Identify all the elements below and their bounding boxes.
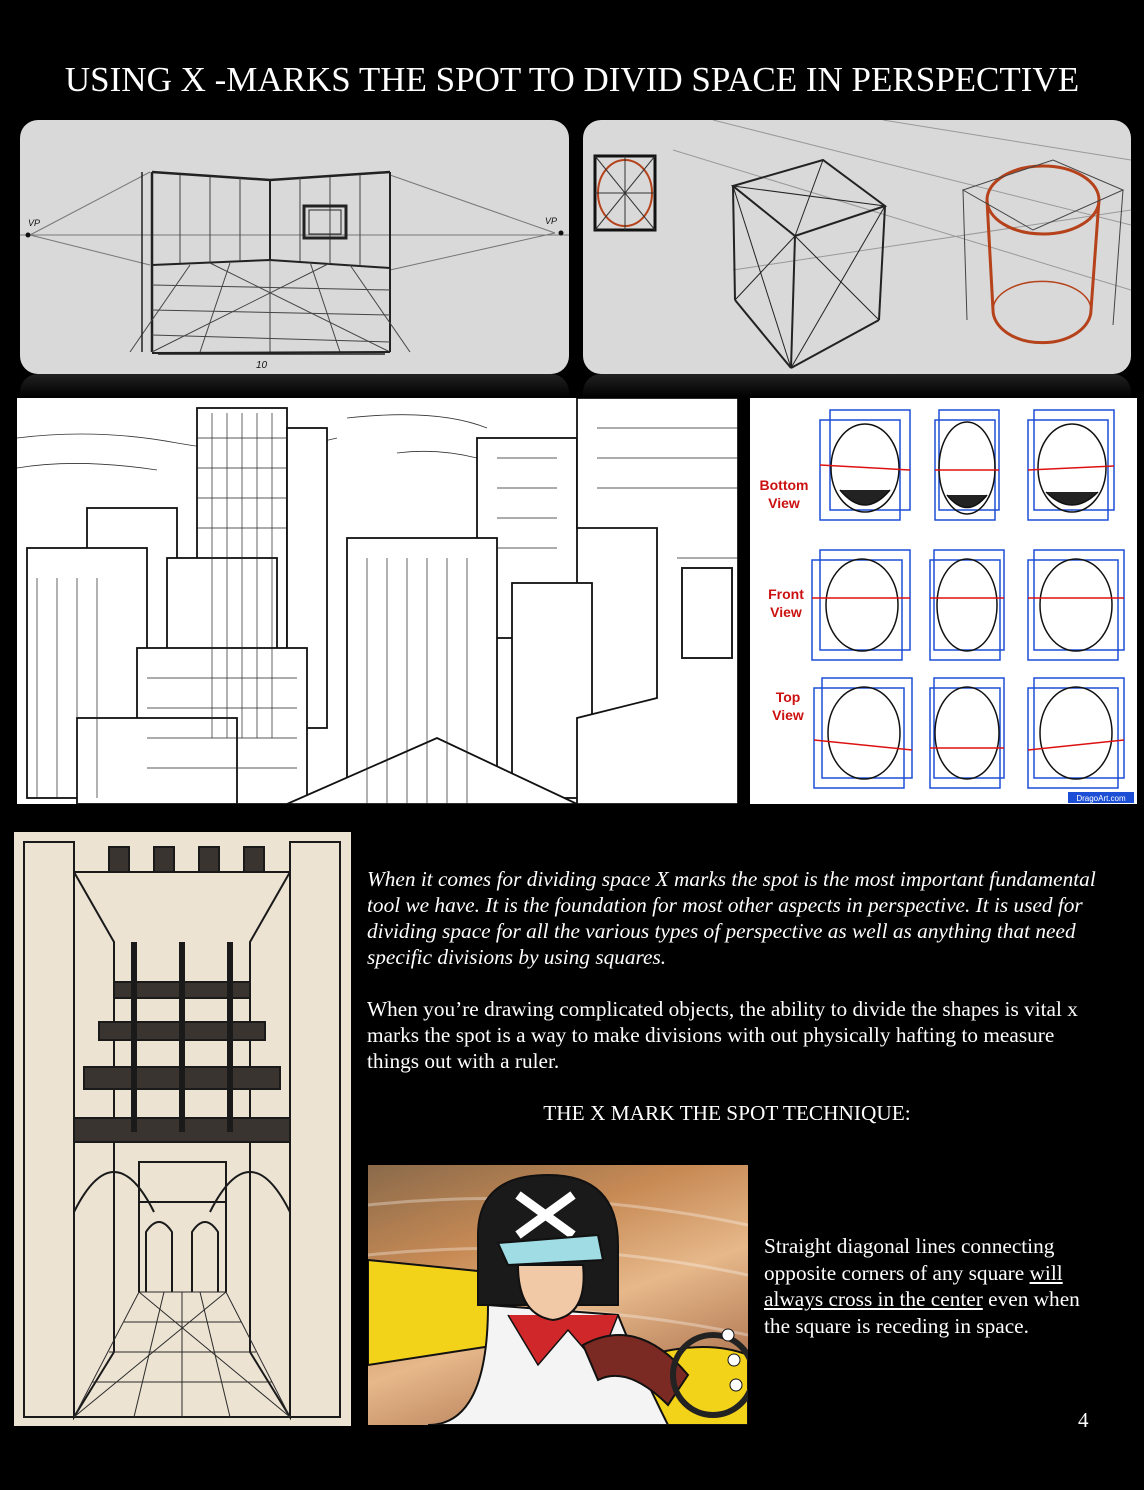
city-perspective-drawing	[17, 398, 738, 804]
bottom-view-label-2: View	[768, 495, 800, 511]
page-title: USING X -MARKS THE SPOT TO DIVID SPACE IN PERSPECTIVE	[64, 60, 1080, 99]
top-view-label: Top	[775, 689, 801, 705]
top-view-label-2: View	[772, 707, 804, 723]
technique-key-phrase: will always cross in the center	[764, 1260, 1063, 1311]
front-view-label-2: View	[770, 604, 802, 620]
room-perspective-sketch	[20, 120, 569, 374]
body-paragraph: When you’re drawing complicated objects, the ability to divide the shapes is vital x marks the spot is a way to make divisions with out physically hafting to measure things out with a ruler.	[367, 997, 1078, 1073]
reflection	[20, 374, 569, 398]
front-view-label: Front	[768, 586, 804, 602]
technique-text-end: even when the square is receding in space.	[764, 1287, 1080, 1338]
cube-cylinder-sketch	[583, 120, 1131, 374]
bottom-view-label: Bottom	[759, 477, 809, 493]
technique-description	[764, 1233, 1104, 1339]
page-number: 4	[1078, 1408, 1089, 1432]
watermark: DragoArt.com	[1076, 794, 1126, 803]
technique-text-start: Straight diagonal lines connecting opposite corners of any square	[764, 1234, 1055, 1285]
dimension-label: 10	[256, 360, 268, 371]
reflection	[583, 374, 1131, 398]
vp-left-label: VP	[28, 218, 41, 228]
cartoon-racer-image	[368, 1165, 748, 1425]
head-views-chart	[750, 398, 1137, 804]
vp-right-label: VP	[545, 216, 558, 226]
arcade-perspective-etching	[14, 832, 351, 1426]
intro-paragraph: When it comes for dividing space X marks the spot is the most important fundamental tool we have. It is the foundation for most other aspects in perspective. It is used for dividing space for all the various types of perspective as well as anything that need specific divisions by using squares.	[367, 867, 1096, 969]
technique-heading: THE X MARK THE SPOT TECHNIQUE:	[543, 1101, 911, 1125]
